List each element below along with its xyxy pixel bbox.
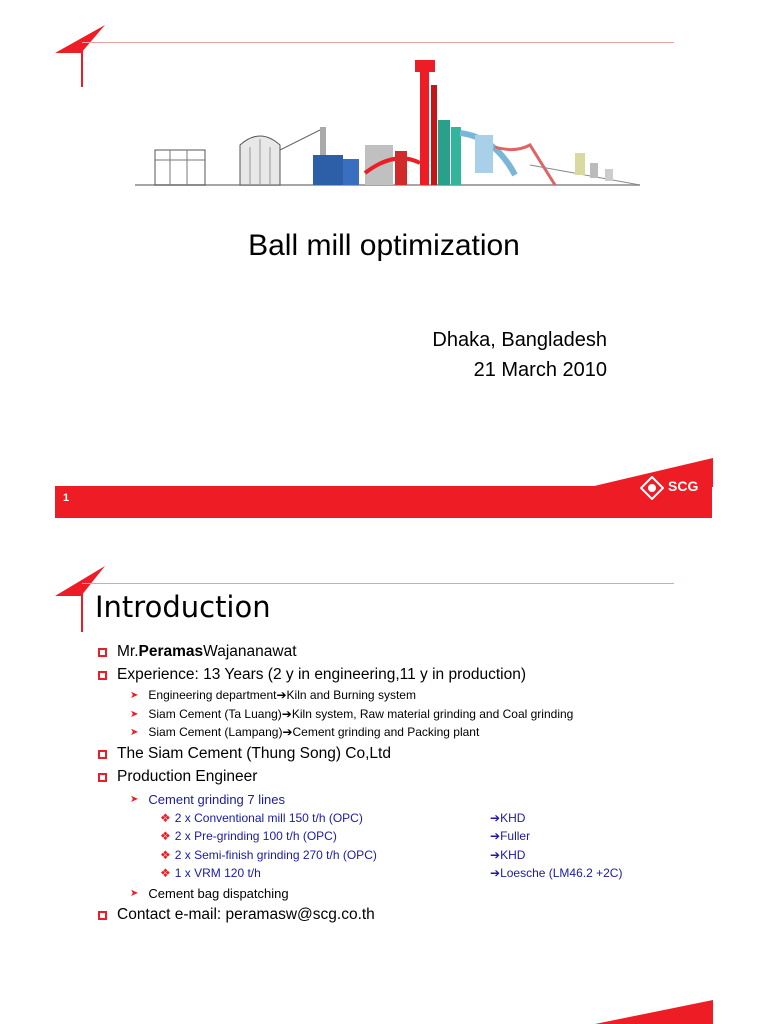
square-bullet-icon xyxy=(98,648,107,657)
slide-title: Introduction xyxy=(95,590,271,624)
role-text: Production Engineer xyxy=(117,768,258,785)
square-bullet-icon xyxy=(98,671,107,680)
bullet-company xyxy=(98,745,391,763)
arrow-bullet-icon: ➤ xyxy=(130,888,139,899)
grinding-item xyxy=(160,811,363,825)
corner-flag-icon xyxy=(55,25,107,87)
arrow-bullet-icon: ➤ xyxy=(130,726,139,738)
grinding-desc: 2 x Semi-finish grinding 270 t/h (OPC) xyxy=(174,848,377,862)
header-rule xyxy=(82,583,674,584)
contact-text: Contact e-mail: peramasw@scg.co.th xyxy=(117,906,375,923)
cement-plant-illustration xyxy=(135,55,645,205)
grinding-desc: 2 x Conventional mill 150 t/h (OPC) xyxy=(174,811,363,825)
bullet-name xyxy=(98,643,297,661)
grinding-desc: 1 x VRM 120 t/h xyxy=(174,866,261,880)
dispatch-item xyxy=(130,886,289,901)
diamond-bullet-icon: ❖ xyxy=(160,811,171,825)
grinding-maker xyxy=(490,848,525,862)
grinding-maker xyxy=(490,866,622,880)
arrow-bullet-icon: ➤ xyxy=(130,689,139,701)
maker-text: KHD xyxy=(500,811,526,825)
grinding-desc: 2 x Pre-grinding 100 t/h (OPC) xyxy=(174,829,337,843)
name-prefix: Mr. xyxy=(117,643,139,660)
name-rest: Wajananawat xyxy=(203,643,297,660)
bullet-contact xyxy=(98,906,375,924)
grinding-maker xyxy=(490,829,530,843)
diamond-bullet-icon: ❖ xyxy=(160,866,171,880)
name-bold: Peramas xyxy=(138,643,204,660)
square-bullet-icon xyxy=(98,911,107,920)
diamond-bullet-icon: ❖ xyxy=(160,848,171,862)
maker-text: Fuller xyxy=(500,829,531,843)
company-text: The Siam Cement (Thung Song) Co,Ltd xyxy=(117,745,391,762)
slide-2 xyxy=(0,560,768,1024)
exp-item-b: Kiln system, Raw material grinding and Coal grinding xyxy=(291,707,574,721)
arrow-right-icon: ➔ xyxy=(490,829,501,843)
grinding-item xyxy=(160,866,261,880)
presentation-date: 21 March 2010 xyxy=(473,359,607,381)
exp-item xyxy=(130,725,479,739)
location: Dhaka, Bangladesh xyxy=(432,329,607,351)
arrow-right-icon: ➔ xyxy=(490,866,501,880)
scg-logo-text: SCG xyxy=(668,478,699,494)
header-rule xyxy=(82,42,674,43)
footer-slant xyxy=(595,1000,713,1024)
arrow-right-icon: ➔ xyxy=(276,688,287,702)
square-bullet-icon xyxy=(98,750,107,759)
arrow-bullet-icon: ➤ xyxy=(130,794,139,805)
exp-item-b: Kiln and Burning system xyxy=(286,688,416,702)
maker-text: KHD xyxy=(500,848,526,862)
exp-item-a: Siam Cement (Ta Luang) xyxy=(148,707,282,721)
maker-text: Loesche (LM46.2 +2C) xyxy=(500,866,623,880)
presentation-title: Ball mill optimization xyxy=(248,229,520,262)
exp-item-b: Cement grinding and Packing plant xyxy=(292,725,480,739)
arrow-right-icon: ➔ xyxy=(490,811,501,825)
square-bullet-icon xyxy=(98,773,107,782)
exp-item xyxy=(130,707,573,721)
scg-logo-icon xyxy=(640,476,664,500)
bullet-experience xyxy=(98,666,526,684)
grinding-header-text: Cement grinding 7 lines xyxy=(148,792,285,807)
grinding-item xyxy=(160,829,337,843)
arrow-right-icon: ➔ xyxy=(281,707,292,721)
grinding-item xyxy=(160,848,377,862)
arrow-right-icon: ➔ xyxy=(490,848,501,862)
exp-item xyxy=(130,688,416,702)
arrow-bullet-icon: ➤ xyxy=(130,708,139,720)
exp-item-a: Engineering department xyxy=(148,688,277,702)
page-number: 1 xyxy=(63,492,70,504)
footer-bar xyxy=(55,486,712,518)
arrow-right-icon: ➔ xyxy=(282,725,293,739)
diamond-bullet-icon: ❖ xyxy=(160,829,171,843)
exp-item-a: Siam Cement (Lampang) xyxy=(148,725,283,739)
grinding-maker xyxy=(490,811,525,825)
grinding-header xyxy=(130,792,285,807)
experience-text: Experience: 13 Years (2 y in engineering,11 y in production) xyxy=(117,666,527,683)
bullet-role xyxy=(98,768,257,786)
dispatch-text: Cement bag dispatching xyxy=(148,886,289,901)
